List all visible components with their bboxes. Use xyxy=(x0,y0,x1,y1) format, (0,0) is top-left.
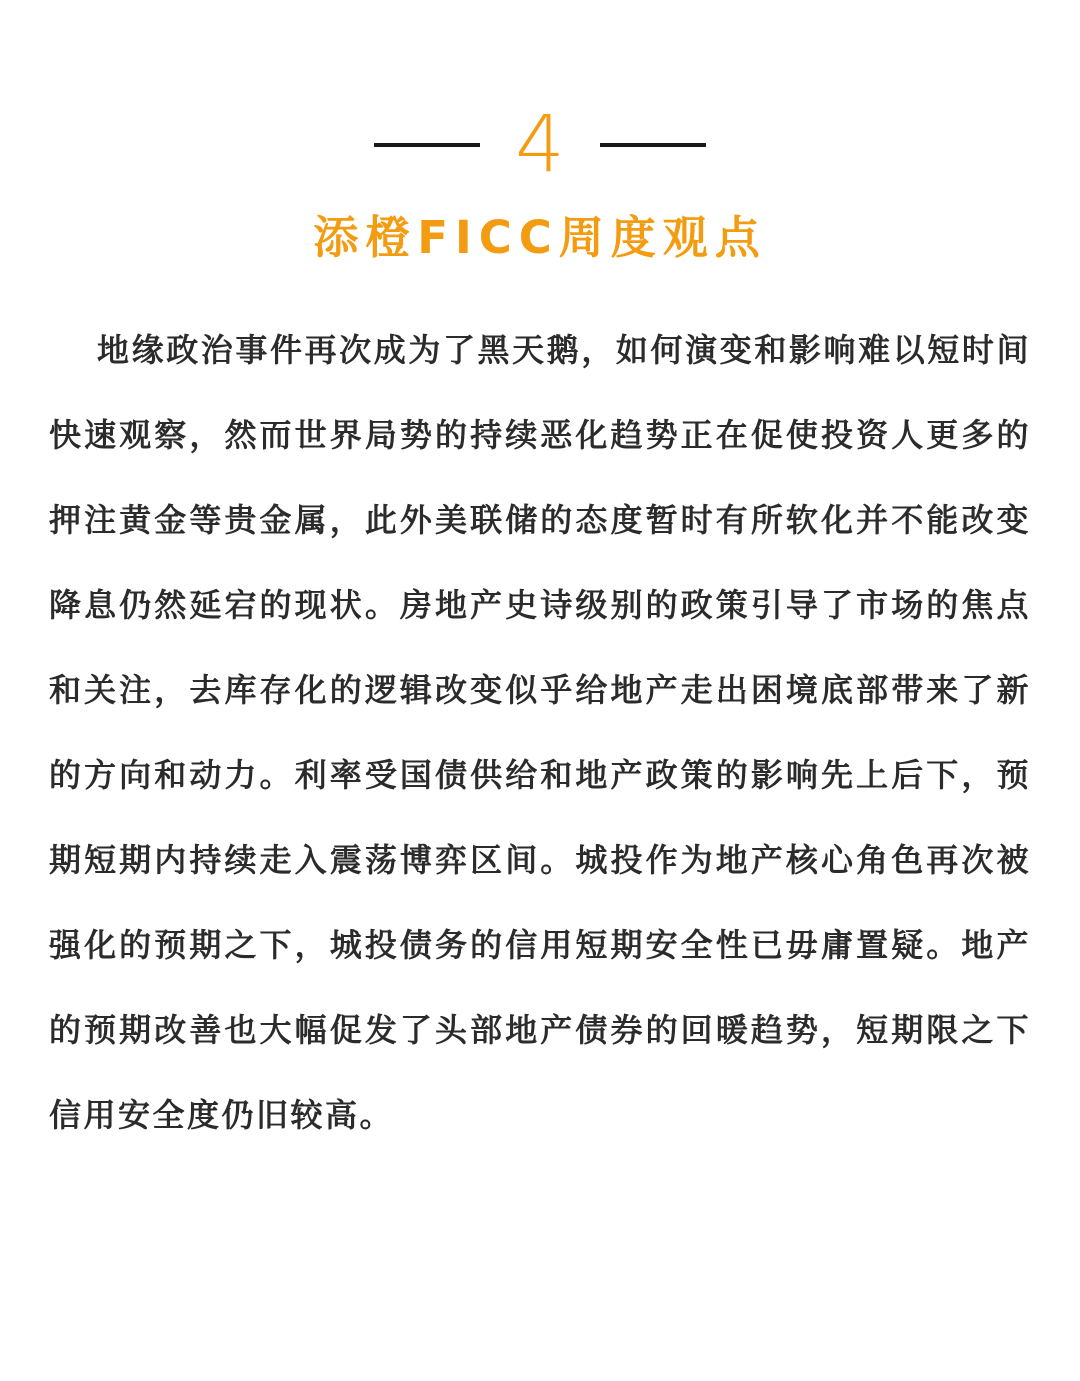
body-paragraph: 地缘政治事件再次成为了黑天鹅，如何演变和影响难以短时间快速观察，然而世界局势的持续恶化趋势正在促使投资人更多的押注黄金等贵金属，此外美联储的态度暂时有所软化并不能改变降息仍然延宕的现状。房地产史诗级别的政策引导了市场的焦点和关注，去库存化的逻辑改变似乎给地产走出困境底部带来了新的方向和动力。利率受国债供给和地产政策的影响先上后下，预期短期内持续走入震荡博弈区间。城投作为地产核心角色再次被强化的预期之下，城投债务的信用短期安全性已毋庸置疑。地产的预期改善也大幅促发了头部地产债券的回暖趋势，短期限之下信用安全度仍旧较高。 xyxy=(49,331,1031,1134)
section-header xyxy=(0,100,1080,190)
left-divider-line xyxy=(374,143,480,147)
section-title: 添橙FICC周度观点 xyxy=(313,211,767,264)
section-number: 4 xyxy=(515,100,565,190)
right-divider-line xyxy=(600,143,706,147)
